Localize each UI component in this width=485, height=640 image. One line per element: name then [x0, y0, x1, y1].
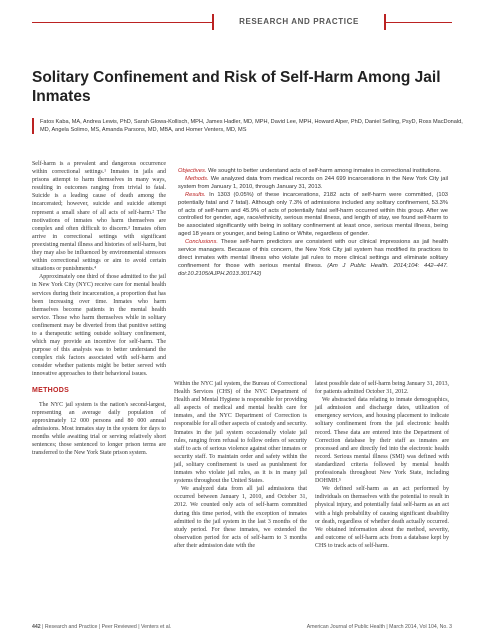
column-right [315, 380, 449, 550]
methods-label: Methods. [185, 175, 209, 182]
methods-heading: METHODS [32, 386, 70, 394]
right-paragraph-2: We abstracted data relating to inmate demographics, jail admission and discharge dates, utilization of emergency services, and housing placement to indicate solitary confinement from the jail electronic health record. These data are entered into the Department of Correction database by their staff as inmates are processed and are directly fed into the electronic health record. Serious mental illness (SMI) was defined with standardized criteria followed by mental health professionals throughout New York State, including DOHMH.⁵ [315, 397, 449, 485]
objectives-label: Objectives. [178, 168, 207, 174]
methods-text: We analyzed data from medical records on 244 699 incarcerations in the New York City jail system from January 1, 2010, through January 31, 2013. [178, 175, 448, 190]
section-rule-right [384, 22, 452, 23]
author-list: Fatos Kaba, MA, Andrea Lewis, PhD, Sarah Glowa-Kollisch, MPH, James Hadler, MD, MPH, David Lee, MPH, Howard Alper, PhD, Daniel Selling, PsyD, Ross MacDonald, MD, Angela Solimo, MS, Amanda Parsons, MD, MBA, and Homer Venters, MD, MS [32, 118, 470, 134]
page-footer [32, 620, 452, 634]
abstract-objectives [178, 168, 448, 176]
intro-paragraph-1: Self-harm is a prevalent and dangerous occurrence within correctional settings.¹ Inmates in jails and prisons attempt to harm themselves in many ways, resulting in outcomes ranging from trivial to fatal. Suicide is a leading cause of death among the incarcerated; however, suicide and suicide attempt represent a small share of all acts of self-harm.² The motivations of inmates who harm themselves are complex and often difficult to discern.³ Inmates often arrive in correctional settings with significant preexisting mental illness and histories of self-harm, but they may also be influenced by environmental stressors within correctional settings or aim to avoid certain situations or punishments.⁴ [32, 161, 166, 273]
methods-paragraph-1: The NYC jail system is the nation's second-largest, representing an average daily population of approximately 12 000 persons and 80 000 annual admissions. Most inmates stay in the system for days to months while awaiting trial or serving relatively short sentences; those sentenced to longer prison terms are transferred to the New York State prison system. [32, 401, 166, 457]
intro-paragraph-2: Approximately one third of those admitted to the jail in New York City (NYC) receive care for mental health services during their incarceration, a proportion that has been increasing over time. Inmates who harm themselves become patients in the mental health service. Those who harm themselves while in solitary confinement may be diverted from that punitive setting to a therapeutic setting outside solitary confinement, which may provide an incentive for self-harm. The purpose of this analysis was to better understand the complex risk factors associated with self-harm and consider whether patients might be better served with innovative approaches to their behavioral issues. [32, 274, 166, 378]
objectives-text: We sought to better understand acts of self-harm among inmates in correctional institutions. [206, 168, 442, 174]
results-text: In 1303 (0.05%) of these incarcerations, 2182 acts of self-harm were committed, (103 potentially fatal and 7 fatal). Although only 7.3% of admissions included any solitary confinement, 53.3% of acts of self-harm and 45.9% of acts of potentially fatal self-harm occurred within this group. After we controlled for gender, age, race/ethnicity, serious mental illness, and length of stay, we found self-harm to be associated significantly with being in solitary confinement at least once, serious mental illness, being aged 18 years or younger, and being Latino or White, regardless of gender. [178, 191, 448, 238]
middle-paragraph-2: We analyzed data from all jail admissions that occurred between January 1, 2010, and October 31, 2012. We counted only acts of self-harm committed during this time period, with the exception of inmates admitted to the jail system in the last 3 months of the study period. For these inmates, we extended the observation period for acts of self-harm to 3 months after their admission date with the [174, 486, 307, 549]
page-number: 442 [32, 624, 41, 630]
footer-left [32, 624, 171, 630]
middle-paragraph-1: Within the NYC jail system, the Bureau of Correctional Health Services (CHS) of the NYC Department of Health and Mental Hygiene is responsible for providing all aspects of medical and mental health care for inmates, and the NYC Department of Correction is responsible for all other aspects of custody and security. Inmates in the jail system occasionally violate jail rules, ranging from refusal to follow orders of security staff to acts of serious violence against other inmates or security staff. To maintain order and safety within the jail, solitary confinement is used as punishment for inmates who violate jail rules, as it is in many jail systems throughout the United States. [174, 381, 308, 485]
abstract-methods [178, 176, 448, 192]
column-left [32, 160, 166, 457]
column-middle [174, 380, 307, 550]
right-paragraph-1: latest possible date of self-harm being January 31, 2013, for patients admitted October 31, 2012. [315, 381, 449, 396]
abstract [178, 168, 448, 279]
section-rule-left [32, 22, 212, 23]
right-paragraph-3: We defined self-harm as an act performed by individuals on themselves with the potential to result in physical injury, and potentially fatal self-harm as an act with a high probability of causing significant disability or death, regardless of whether death actually occurred. We obtained information about the method, severity, and outcome of self-harm acts from a database kept by CHS to track acts of self-harm. [315, 486, 449, 549]
article-title: Solitary Confinement and Risk of Self-Harm Among Jail Inmates [32, 69, 441, 105]
abstract-results [178, 192, 448, 239]
abstract-conclusions [178, 239, 448, 279]
section-label: RESEARCH AND PRACTICE [212, 14, 386, 30]
results-label: Results. [185, 191, 206, 198]
conclusions-label: Conclusions. [185, 239, 218, 246]
footer-left-text: | Research and Practice | Peer Reviewed | Venters et al. [40, 624, 172, 630]
footer-journal: American Journal of Public Health | March 2014, Vol 104, No. 3 [306, 624, 452, 630]
conclusions-text: These self-harm predictors are consistent with our clinical impressions as jail health service managers. Because of this concern, the New York City jail system has modified its practices to direct inmates with mental illness who violate jail rules to more clinical settings and eliminate solitary confinement for those with serious mental illness. [178, 239, 448, 269]
citation: (Am J Public Health. 2014;104: 442–447. doi:10.2105/AJPH.2013.301742) [178, 262, 448, 277]
